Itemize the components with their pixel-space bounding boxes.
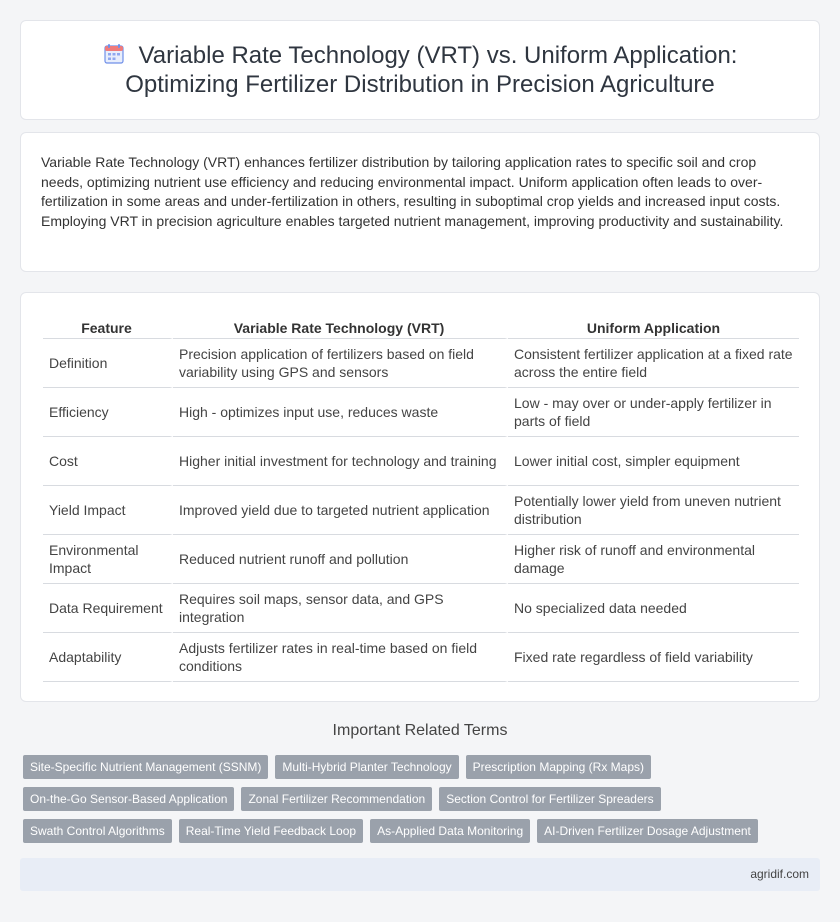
comparison-table — [43, 315, 799, 682]
related-term-tag[interactable]: Swath Control Algorithms — [23, 819, 172, 843]
feature-cell: Definition — [43, 339, 173, 388]
related-term-tag[interactable]: Zonal Fertilizer Recommendation — [241, 787, 432, 811]
title-line-2: Optimizing Fertilizer Distribution in Precision Agriculture — [125, 71, 715, 98]
related-term-tag[interactable]: Site-Specific Nutrient Management (SSNM) — [23, 755, 268, 779]
uniform-cell: No specialized data needed — [508, 584, 799, 633]
vrt-cell: High - optimizes input use, reduces waste — [173, 388, 508, 437]
uniform-cell: Fixed rate regardless of field variability — [508, 633, 799, 682]
related-term-tag[interactable]: Prescription Mapping (Rx Maps) — [466, 755, 651, 779]
vrt-cell: Requires soil maps, sensor data, and GPS integration — [173, 584, 508, 633]
related-term-tag[interactable]: Real-Time Yield Feedback Loop — [179, 819, 363, 843]
uniform-cell: Consistent fertilizer application at a fixed rate across the entire field — [508, 339, 799, 388]
related-term-tag[interactable]: As-Applied Data Monitoring — [370, 819, 530, 843]
uniform-cell: Potentially lower yield from uneven nutrient distribution — [508, 486, 799, 535]
table-row — [43, 584, 799, 633]
vrt-cell: Precision application of fertilizers based on field variability using GPS and sensors — [173, 339, 508, 388]
table-header-row — [43, 315, 799, 339]
title-line-1: Variable Rate Technology (VRT) vs. Uniform Application: — [138, 42, 738, 69]
feature-cell: Data Requirement — [43, 584, 173, 633]
feature-cell: Adaptability — [43, 633, 173, 682]
header-vrt: Variable Rate Technology (VRT) — [173, 315, 508, 339]
table-row — [43, 486, 799, 535]
uniform-cell: Higher risk of runoff and environmental damage — [508, 535, 799, 584]
feature-cell: Efficiency — [43, 388, 173, 437]
related-term-tag[interactable]: Multi-Hybrid Planter Technology — [275, 755, 458, 779]
table-row — [43, 388, 799, 437]
footer — [20, 858, 820, 891]
vrt-cell: Improved yield due to targeted nutrient application — [173, 486, 508, 535]
summary-text: Variable Rate Technology (VRT) enhances fertilizer distribution by tailoring application rates to specific soil and crop needs, optimizing nutrient use efficiency and reducing environmental impact. Uniform application often leads to over-fertilization in some areas and under-fertilization in others, resulting in suboptimal crop yields and increased input costs. Employing VRT in precision agriculture enables targeted nutrient management, improving productivity and sustainability. — [41, 154, 784, 229]
feature-cell: Environmental Impact — [43, 535, 173, 584]
related-term-tag[interactable]: On-the-Go Sensor-Based Application — [23, 787, 234, 811]
vrt-cell: Adjusts fertilizer rates in real-time based on field conditions — [173, 633, 508, 682]
uniform-cell: Low - may over or under-apply fertilizer in parts of field — [508, 388, 799, 437]
table-row — [43, 535, 799, 584]
header-uniform: Uniform Application — [508, 315, 799, 339]
table-row — [43, 339, 799, 388]
related-terms-title: Important Related Terms — [332, 722, 508, 739]
title-card — [20, 20, 820, 120]
summary-card — [20, 132, 820, 272]
feature-cell: Yield Impact — [43, 486, 173, 535]
page-title — [103, 41, 738, 99]
footer-site-link[interactable]: agridif.com — [750, 867, 809, 881]
header-feature: Feature — [43, 315, 173, 339]
table-row — [43, 437, 799, 486]
vrt-cell: Higher initial investment for technology and training — [173, 437, 508, 486]
uniform-cell: Lower initial cost, simpler equipment — [508, 437, 799, 486]
feature-cell: Cost — [43, 437, 173, 486]
related-terms-list — [23, 755, 823, 851]
comparison-table-card — [20, 292, 820, 702]
calendar-icon — [103, 43, 125, 65]
related-term-tag[interactable]: AI-Driven Fertilizer Dosage Adjustment — [537, 819, 758, 843]
related-term-tag[interactable]: Section Control for Fertilizer Spreaders — [439, 787, 660, 811]
vrt-cell: Reduced nutrient runoff and pollution — [173, 535, 508, 584]
table-row — [43, 633, 799, 682]
